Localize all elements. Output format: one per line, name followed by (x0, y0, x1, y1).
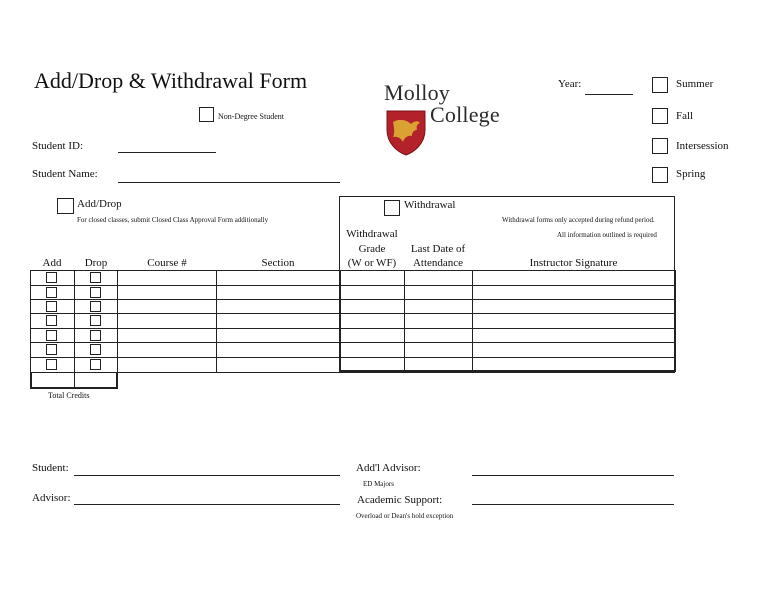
addl-advisor-field[interactable] (472, 475, 674, 476)
add-row-checkbox[interactable] (46, 301, 57, 312)
table-row-line (30, 328, 675, 329)
addl-advisor-note: ED Majors (363, 480, 394, 488)
advisor-signature-label: Advisor: (32, 492, 71, 504)
table-col-line (74, 270, 75, 372)
logo-word-molloy: Molloy (384, 80, 450, 105)
table-top-line (30, 270, 675, 271)
withdrawal-label: Withdrawal (404, 199, 456, 211)
col-header-section: Section (261, 257, 295, 269)
term-intersession-label: Intersession (676, 140, 729, 152)
student-id-label: Student ID: (32, 140, 84, 152)
col-header-grade-line2: Grade (358, 243, 386, 255)
col-header-drop: Drop (84, 257, 108, 269)
drop-row-checkbox[interactable] (90, 287, 101, 298)
add-row-checkbox[interactable] (46, 287, 57, 298)
table-col-line (117, 270, 118, 372)
drop-row-checkbox[interactable] (90, 272, 101, 283)
col-header-grade-line3: (W or WF) (347, 257, 397, 269)
table-col-line (30, 270, 31, 372)
table-row-line (30, 313, 675, 314)
year-label: Year: (558, 78, 582, 90)
term-summer-label: Summer (676, 78, 714, 90)
addl-advisor-label: Add'l Advisor: (356, 462, 421, 474)
add-row-checkbox[interactable] (46, 272, 57, 283)
add-row-checkbox[interactable] (46, 359, 57, 370)
add-drop-note: For closed classes, submit Closed Class Approval Form additionally (77, 216, 269, 224)
term-fall-label: Fall (676, 110, 694, 122)
withdrawal-note-refund: Withdrawal forms only accepted during refund period. (502, 216, 655, 224)
form-title: Add/Drop & Withdrawal Form (34, 68, 308, 93)
col-header-grade-line1: Withdrawal (346, 228, 398, 240)
add-row-checkbox[interactable] (46, 315, 57, 326)
table-col-line (340, 270, 341, 372)
table-row-line (30, 299, 675, 300)
add-row-checkbox[interactable] (46, 344, 57, 355)
drop-row-checkbox[interactable] (90, 301, 101, 312)
academic-support-label: Academic Support: (357, 494, 443, 506)
col-header-course: Course # (147, 257, 187, 269)
total-credits-divider (74, 372, 75, 388)
col-header-add: Add (42, 257, 62, 269)
term-spring-label: Spring (676, 168, 706, 180)
student-name-label: Student Name: (32, 168, 98, 180)
drop-row-checkbox[interactable] (90, 315, 101, 326)
logo-word-college: College (430, 102, 500, 127)
advisor-signature-field[interactable] (74, 504, 340, 505)
col-header-signature: Instructor Signature (529, 257, 618, 269)
table-col-line (216, 270, 217, 372)
academic-support-field[interactable] (472, 504, 674, 505)
col-header-last-date-line2: Attendance (412, 257, 464, 269)
withdrawal-note-required: All information outlined is required (557, 231, 657, 239)
table-col-line (675, 270, 676, 372)
student-signature-field[interactable] (74, 475, 340, 476)
total-credits-label: Total Credits (48, 391, 90, 400)
table-col-line (404, 270, 405, 372)
academic-support-note: Overload or Dean's hold exception (356, 512, 454, 520)
drop-row-checkbox[interactable] (90, 359, 101, 370)
non-degree-label: Non-Degree Student (218, 112, 284, 121)
table-row-line (30, 342, 675, 343)
table-col-line (472, 270, 473, 372)
col-header-last-date-line1: Last Date of (410, 243, 466, 255)
table-bottom-line (30, 372, 675, 373)
add-row-checkbox[interactable] (46, 330, 57, 341)
table-row-line (30, 285, 675, 286)
table-row-line (30, 357, 675, 358)
drop-row-checkbox[interactable] (90, 330, 101, 341)
student-signature-label: Student: (32, 462, 69, 474)
add-drop-label: Add/Drop (77, 198, 122, 210)
drop-row-checkbox[interactable] (90, 344, 101, 355)
